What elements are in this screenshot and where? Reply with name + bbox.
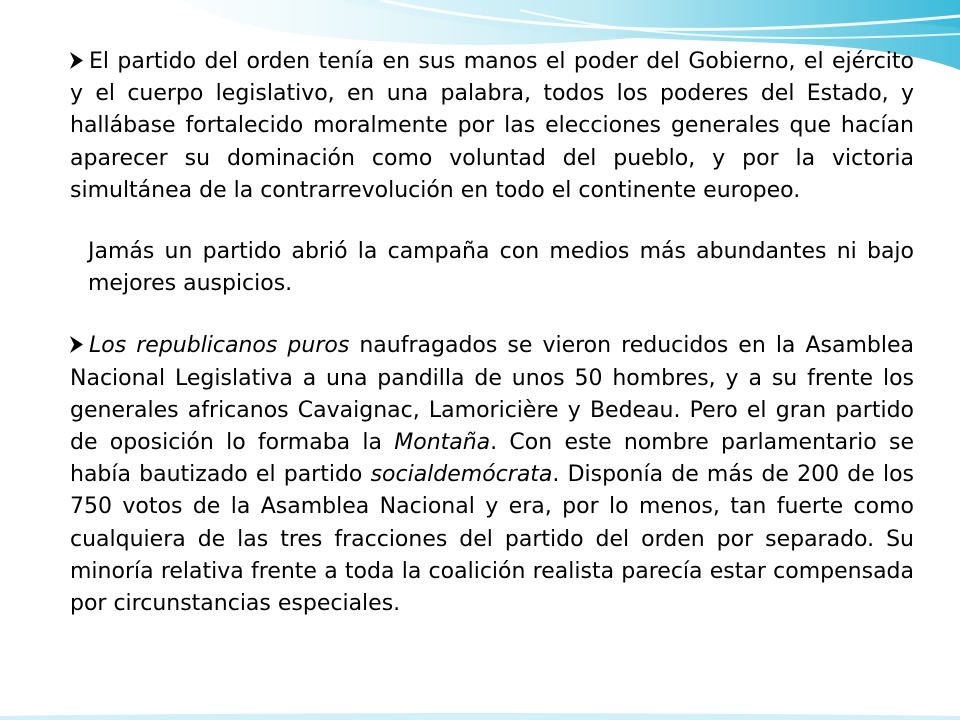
paragraph-3-text-2: . Con este nombre parlamentario se había bautizado el partido	[70, 430, 914, 488]
paragraph-3-text-1: naufragados se vieron reducidos en la Asamblea Nacional Legislativa a una pandilla de unos 50 hombres, y a su frente los generales africanos Cavaignac, Lamoricière y Bedeau. Pero el gran partido de oposición lo formaba la	[70, 333, 914, 456]
paragraph-2-text: Jamás un partido abrió la campaña con medios más abundantes ni bajo mejores auspicios.	[88, 239, 914, 297]
italic-socialdemocrata: socialdemócrata	[370, 462, 553, 488]
paragraph-1-text: El partido del orden tenía en sus manos el poder del Gobierno, el ejército y el cuerpo legislativo, en una palabra, todos los poderes del Estado, y hallábase fortalecido moralmente por las elecciones generales que hacían aparecer su dominación como voluntad del pueblo, y por la victoria simultánea de la contrarrevolución en todo el continente europeo.	[70, 49, 914, 203]
italic-republicanos-puros: Los republicanos puros	[89, 333, 350, 359]
paragraph-2	[70, 236, 914, 300]
italic-montana: Montaña	[394, 430, 491, 456]
wave-bottom-strip	[0, 713, 960, 720]
paragraph-1	[70, 46, 914, 207]
paragraph-3-text-3: . Disponía de más de 200 de los 750 votos de la Asamblea Nacional y era, por lo menos, tan fuerte como cualquiera de las tres fracciones del partido del orden por separado. Su minoría relativa frente a toda la coalición realista parecía estar compensada por circunstancias especiales.	[70, 462, 914, 617]
paragraph-3	[70, 330, 914, 620]
arrow-bullet-icon	[70, 52, 83, 69]
slide-content	[70, 46, 914, 620]
arrow-bullet-icon	[70, 336, 83, 353]
